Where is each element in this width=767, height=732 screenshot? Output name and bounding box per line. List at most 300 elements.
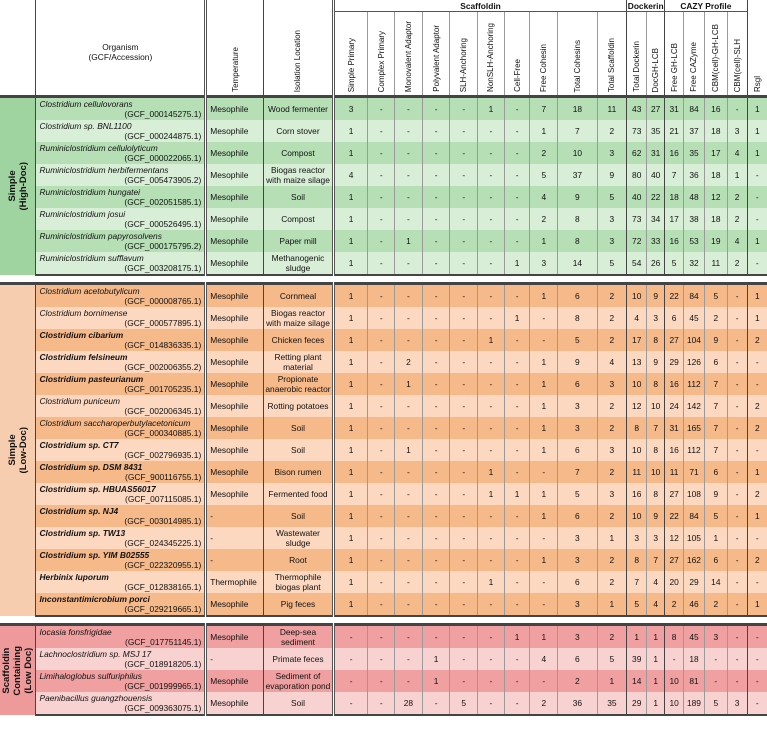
value-cell: - [747,208,767,230]
value-cell: - [530,670,558,692]
value-cell: 1 [504,307,530,329]
value-cell: 1 [333,527,368,549]
value-cell: - [368,208,395,230]
value-cell: - [368,625,395,649]
value-cell: 9 [558,351,597,373]
value-cell: 2 [597,417,627,439]
value-cell: - [504,571,530,593]
col-header: Monovalent Adaptor [395,12,423,97]
value-cell: 1 [530,483,558,505]
col-header: Rsgl [747,12,767,97]
organism-name: Ruminiclostridium hungatei [39,187,141,197]
value-cell: - [368,483,395,505]
value-cell: - [395,395,423,417]
organism-accession: (GCF_000340885.1) [124,428,202,438]
value-cell: 1 [333,395,368,417]
value-cell: 3 [627,527,647,549]
value-cell: - [422,208,450,230]
value-cell: - [450,284,478,308]
value-cell: 10 [665,692,684,715]
value-cell: - [727,307,747,329]
value-cell: - [478,351,505,373]
value-cell: - [395,142,423,164]
value-cell: 7 [558,120,597,142]
table-row [0,373,767,395]
temperature-cell: Mesophile [206,593,264,616]
value-cell: 9 [704,329,727,351]
organism-accession: (GCF_012838165.1) [124,582,202,592]
value-cell: - [504,549,530,571]
value-cell: 1 [333,284,368,308]
table-row [0,307,767,329]
value-cell: - [395,208,423,230]
value-cell: 1 [395,230,423,252]
organism-accession: (GCF_002006355.2) [124,362,202,372]
value-cell: - [747,692,767,715]
value-cell: - [727,461,747,483]
value-cell: 7 [647,417,665,439]
value-cell: 9 [647,505,665,527]
value-cell: 4 [530,648,558,670]
value-cell: - [478,230,505,252]
table-section [0,284,767,617]
value-cell: - [422,417,450,439]
organism-accession: (GCF_029219665.1) [124,604,202,614]
value-cell: 8 [665,625,684,649]
value-cell: - [422,351,450,373]
value-cell: - [450,549,478,571]
value-cell: - [368,571,395,593]
isolation-cell: Root [264,549,334,571]
value-cell: 19 [704,230,727,252]
value-cell: 9 [647,351,665,373]
organism-cell [36,97,206,121]
value-cell: - [395,648,423,670]
organism-cell [36,692,206,715]
value-cell: 40 [627,186,647,208]
value-cell: 32 [684,252,705,275]
value-cell: - [450,97,478,121]
temperature-cell: Mesophile [206,329,264,351]
value-cell: 18 [684,648,705,670]
value-cell: - [530,571,558,593]
value-cell: - [450,395,478,417]
col-header: Complex Primary [368,12,395,97]
value-cell: - [450,307,478,329]
value-cell: 2 [747,549,767,571]
value-cell: 3 [704,625,727,649]
value-cell: 1 [747,230,767,252]
table-row [0,648,767,670]
value-cell: 7 [665,164,684,186]
isolation-cell: Deep-sea sediment [264,625,334,649]
value-cell: - [747,351,767,373]
value-cell: - [422,461,450,483]
value-cell: 16 [665,230,684,252]
value-cell: - [727,625,747,649]
value-cell: 13 [627,351,647,373]
value-cell: 10 [665,670,684,692]
value-cell: - [368,142,395,164]
organism-name: Paenibacillus guangzhouensis [39,693,153,703]
value-cell: 2 [597,461,627,483]
value-cell: 1 [530,284,558,308]
value-cell: 72 [627,230,647,252]
value-cell: - [478,373,505,395]
value-cell: 7 [704,373,727,395]
value-cell: - [747,164,767,186]
value-cell: 1 [422,670,450,692]
organism-name: Clostridium puniceum [39,396,121,406]
value-cell: 8 [647,483,665,505]
value-cell: 4 [727,142,747,164]
value-cell: 3 [333,97,368,121]
value-cell: - [395,252,423,275]
value-cell: 1 [530,120,558,142]
value-cell: 142 [684,395,705,417]
organism-cell [36,571,206,593]
value-cell: 1 [333,571,368,593]
isolation-cell: Thermophile biogas plant [264,571,334,593]
value-cell: 27 [665,329,684,351]
value-cell: - [478,593,505,616]
value-cell: - [504,648,530,670]
organism-name: Ruminiclostridium herbifermentans [39,165,169,175]
value-cell: - [450,593,478,616]
value-cell: 6 [558,505,597,527]
value-cell: - [368,549,395,571]
value-cell: - [395,329,423,351]
isolation-cell: Soil [264,439,334,461]
value-cell: 1 [333,593,368,616]
value-cell: - [422,329,450,351]
value-cell: - [478,142,505,164]
value-cell: 43 [627,97,647,121]
temperature-cell: Mesophile [206,97,264,121]
value-cell: 5 [597,252,627,275]
temperature-cell: Mesophile [206,483,264,505]
table-row [0,164,767,186]
organism-accession: (GCF_000145275.1) [124,109,202,119]
organism-cell [36,120,206,142]
value-cell: 2 [597,549,627,571]
value-cell: 1 [747,120,767,142]
value-cell: - [422,593,450,616]
value-cell: - [727,549,747,571]
value-cell: - [422,549,450,571]
value-cell: 16 [665,142,684,164]
value-cell: 1 [333,549,368,571]
table-row [0,284,767,308]
value-cell: 38 [684,208,705,230]
col-header: Free CAZyme [684,12,705,97]
value-cell: 35 [647,120,665,142]
value-cell: 12 [704,186,727,208]
organism-cell [36,329,206,351]
value-cell: 8 [627,417,647,439]
organism-name: Clostridium acetobutylicum [39,286,140,296]
organism-accession: (GCF_007115085.1) [125,494,202,504]
value-cell: 17 [704,142,727,164]
value-cell: - [395,483,423,505]
value-cell: 3 [597,142,627,164]
value-cell: - [395,527,423,549]
value-cell: 1 [727,164,747,186]
value-cell: - [504,395,530,417]
col-header: Cell-Free [504,12,530,97]
value-cell: - [368,439,395,461]
value-cell: 1 [747,97,767,121]
group-label: Simple (Low-Doc) [0,284,36,617]
organism-name: Clostridium sp. BNL1100 [39,121,132,131]
value-cell: 1 [333,120,368,142]
value-cell: 2 [530,208,558,230]
value-cell: - [450,461,478,483]
value-cell: 5 [665,252,684,275]
value-cell: 1 [478,483,505,505]
value-cell: 4 [627,307,647,329]
value-cell: 46 [684,593,705,616]
value-cell: - [422,625,450,649]
value-cell: 22 [665,505,684,527]
value-cell: 1 [333,439,368,461]
value-cell: 1 [530,505,558,527]
value-cell: - [395,186,423,208]
temperature-cell: Mesophile [206,164,264,186]
value-cell: 2 [530,692,558,715]
value-cell: 1 [647,692,665,715]
table-row [0,527,767,549]
value-cell: - [395,120,423,142]
value-cell: - [747,625,767,649]
value-cell: 2 [558,670,597,692]
value-cell: 84 [684,284,705,308]
organism-accession: (GCF_000526495.1) [124,219,202,229]
value-cell: 5 [558,483,597,505]
value-cell: 53 [684,230,705,252]
value-cell: 12 [627,395,647,417]
value-cell: 34 [647,208,665,230]
value-cell: 1 [530,351,558,373]
value-cell: 1 [504,252,530,275]
temperature-cell: Mesophile [206,142,264,164]
organism-accession: (GCF_024345225.1) [124,538,202,548]
value-cell: - [422,230,450,252]
value-cell: - [530,527,558,549]
organism-cell [36,307,206,329]
value-cell: 1 [422,648,450,670]
value-cell: 16 [665,439,684,461]
value-cell: 84 [684,97,705,121]
value-cell: - [450,670,478,692]
value-cell: - [395,461,423,483]
value-cell: 2 [597,395,627,417]
value-cell: - [368,230,395,252]
value-cell: - [504,417,530,439]
value-cell: 16 [627,483,647,505]
value-cell: - [747,439,767,461]
value-cell: - [450,648,478,670]
value-cell: - [450,142,478,164]
temperature-header: Temperature [206,12,264,97]
isolation-cell: Soil [264,505,334,527]
value-cell: 40 [647,164,665,186]
value-cell: - [368,252,395,275]
value-cell: 2 [747,329,767,351]
value-cell: - [450,208,478,230]
value-cell: - [504,97,530,121]
organism-accession: (GCF_002796935.1) [124,450,202,460]
value-cell: 2 [597,120,627,142]
value-cell: 1 [333,208,368,230]
value-cell: 10 [647,395,665,417]
table-row [0,417,767,439]
value-cell: - [422,164,450,186]
value-cell: 8 [647,439,665,461]
organism-accession: (GCF_000022065.1) [124,153,202,163]
value-cell: - [747,648,767,670]
isolation-cell: Soil [264,186,334,208]
value-cell: 2 [704,593,727,616]
value-cell: 18 [704,120,727,142]
organism-cell [36,373,206,395]
value-cell: - [504,186,530,208]
value-cell: - [422,373,450,395]
table-row [0,461,767,483]
value-cell: 6 [558,571,597,593]
value-cell: 18 [665,186,684,208]
value-cell: 6 [558,284,597,308]
value-cell: - [368,648,395,670]
value-cell: 27 [665,549,684,571]
value-cell: - [504,284,530,308]
value-cell: 1 [478,97,505,121]
value-cell: - [478,549,505,571]
value-cell: - [704,648,727,670]
value-cell: - [368,329,395,351]
value-cell: - [368,395,395,417]
organism-name: Ruminiclostridium cellulolyticum [39,143,158,153]
value-cell: 71 [684,461,705,483]
value-cell: 2 [727,252,747,275]
value-cell: 5 [704,505,727,527]
value-cell: 22 [665,284,684,308]
value-cell: 105 [684,527,705,549]
value-cell: - [395,593,423,616]
value-cell: - [368,164,395,186]
organism-accession: (GCF_900116755.1) [125,472,202,482]
temperature-cell: Mesophile [206,230,264,252]
isolation-cell: Retting plant material [264,351,334,373]
table-row [0,142,767,164]
value-cell: 3 [530,252,558,275]
value-cell: 2 [597,307,627,329]
organism-accession: (GCF_000008765.1) [124,296,202,306]
isolation-cell: Fermented food [264,483,334,505]
value-cell: 2 [727,208,747,230]
organism-accession: (GCF_000175795.2) [124,241,202,251]
value-cell: 5 [597,186,627,208]
value-cell: - [450,439,478,461]
organism-accession: (GCF_003208175.1) [124,263,202,273]
value-cell: 3 [597,373,627,395]
organism-name: Clostridium sp. TW13 [39,528,126,538]
value-cell: - [368,284,395,308]
value-cell: 1 [647,648,665,670]
value-cell: 1 [747,461,767,483]
value-cell: 3 [558,395,597,417]
value-cell: - [333,692,368,715]
organism-cell [36,417,206,439]
value-cell: 7 [704,439,727,461]
organism-cell [36,505,206,527]
temperature-cell: Mesophile [206,692,264,715]
value-cell: - [727,670,747,692]
value-cell: - [727,483,747,505]
temperature-cell: Mesophile [206,625,264,649]
value-cell: 2 [597,284,627,308]
value-cell: 1 [530,417,558,439]
value-cell: 10 [627,505,647,527]
value-cell: - [395,417,423,439]
value-cell: 33 [647,230,665,252]
value-cell: - [747,252,767,275]
value-cell: 4 [597,351,627,373]
value-cell: - [478,120,505,142]
value-cell: 73 [627,208,647,230]
value-cell: - [395,307,423,329]
value-cell: - [333,648,368,670]
value-cell: 8 [558,307,597,329]
value-cell: 1 [333,186,368,208]
organism-name: Clostridium saccharoperbutylacetonicum [39,418,191,428]
value-cell: - [727,373,747,395]
value-cell: 7 [558,461,597,483]
value-cell: 2 [597,329,627,351]
organism-name: Herbinix luporum [39,572,109,582]
value-cell: 1 [333,483,368,505]
value-cell: 9 [704,483,727,505]
col-header: CBM(cell)-SLH [727,12,747,97]
isolation-cell: Methanogenic sludge [264,252,334,275]
value-cell: 2 [727,186,747,208]
isolation-cell: Primate feces [264,648,334,670]
value-cell: 1 [333,252,368,275]
value-cell: 3 [558,593,597,616]
temperature-cell: Thermophile [206,571,264,593]
value-cell: 22 [647,186,665,208]
col-header: Simple Primary [333,12,368,97]
value-cell: 6 [665,307,684,329]
organism-accession: (GCF_022320955.1) [124,560,202,570]
value-cell: - [478,208,505,230]
temperature-cell: Mesophile [206,307,264,329]
organism-cell [36,439,206,461]
value-cell: - [422,284,450,308]
value-cell: 80 [627,164,647,186]
group-dockerin: Dockerin [627,0,664,11]
value-cell: 62 [627,142,647,164]
organism-cell [36,593,206,616]
value-cell: 6 [558,648,597,670]
isolation-cell: Soil [264,417,334,439]
value-cell: - [395,670,423,692]
value-cell: - [727,439,747,461]
value-cell: - [450,120,478,142]
value-cell: 5 [704,692,727,715]
value-cell: 1 [597,593,627,616]
value-cell: 1 [530,549,558,571]
